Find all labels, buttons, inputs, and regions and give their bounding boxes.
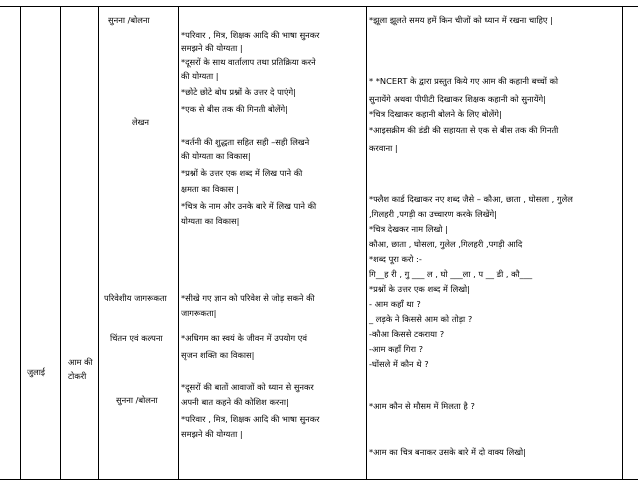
- activity-line: -आम कहाँ गिरा ?: [369, 344, 424, 354]
- table-border-bottom: [0, 479, 638, 480]
- activity-line: *फ्लैश कार्ड दिखाकर नए शब्द जैसे – कौआ, छाता , घोसला , गुलेल: [369, 194, 573, 204]
- outcome-line: *प्रश्नों के उत्तर एक शब्द में लिख पाने की: [181, 168, 303, 178]
- activity-line: गि__ह री , गु ___ ल , घो ___ला , प __ डी , कौ___: [369, 269, 533, 279]
- skill-label: सुनना /बोलना: [108, 15, 150, 25]
- outcome-line: *चित्र के नाम और उनके बारे में लिख पाने की: [181, 201, 317, 211]
- outcome-line: समझने की योग्यता |: [181, 43, 243, 53]
- column-divider: [60, 6, 61, 480]
- outcome-line: *परिवार , मित्र, शिक्षक आदि की भाषा सुनकर: [181, 414, 320, 424]
- skill-label: सुनना /बोलना: [116, 395, 158, 405]
- activity-line: - आम कहाँ था ?: [369, 299, 421, 309]
- lesson-name-line: आम की: [68, 357, 93, 367]
- skill-label: चिंतन एवं कल्पना: [110, 333, 163, 343]
- outcome-line: समझने की योग्यता |: [181, 429, 243, 439]
- lesson-name-line: टोकरी: [68, 371, 87, 381]
- outcome-line: क्षमता का विकास |: [181, 184, 239, 194]
- activity-line: करवाना |: [369, 143, 398, 153]
- table-border-left: [20, 6, 21, 480]
- activity-line: *झूला झूलते समय हमें किन चीजों को ध्यान में रखना चाहिए |: [369, 15, 553, 25]
- activity-line: ,गिलहरी ,पगड़ी का उच्चारण करके लिखेंगे|: [369, 209, 497, 219]
- activity-line: कौआ, छाता , घोसला, गुलेल ,गिलहरी ,पगड़ी आदि: [369, 239, 523, 249]
- table-border-right: [622, 6, 623, 480]
- outcome-line: की योग्यता का विकास|: [181, 151, 251, 161]
- outcome-line: जागरूकता|: [181, 308, 217, 318]
- activity-line: *प्रश्नों के उत्तर एक शब्द में लिखो|: [369, 284, 470, 294]
- activity-line: सुनायेंगे अथवा पीपीटी दिखाकर शिक्षक कहानी को सुनायेंगे|: [369, 94, 546, 104]
- activity-line: *शब्द पूरा करो :-: [369, 254, 422, 264]
- column-divider: [178, 6, 179, 480]
- outcome-line: *एक से बीस तक की गिनती बोलेंगे|: [181, 104, 288, 114]
- column-divider: [98, 6, 99, 480]
- activity-line: *आम का चित्र बनाकर उसके बारे में दो वाक्य लिखो|: [369, 447, 526, 457]
- activity-line: *चित्र दिखाकर कहानी बोलने के लिए बोलेंगे|: [369, 109, 502, 119]
- outcome-line: सृजन शक्ति का विकास|: [181, 350, 255, 360]
- outcome-line: *दूसरों के साथ वार्तालाप तथा प्रतिक्रिया करने: [181, 57, 316, 67]
- table-border-top: [0, 6, 638, 7]
- activity-line: *आम कौन से मौसम में मिलता है ?: [369, 401, 475, 411]
- outcome-line: *सीखे गए ज्ञान को परिवेश से जोड़ सकने की: [181, 293, 315, 303]
- outcome-line: *अधिगम का स्वयं के जीवन में उपयोग एवं: [181, 333, 307, 343]
- month-label: जुलाई: [27, 367, 46, 377]
- skill-label: लेखन: [132, 117, 150, 127]
- activity-line: * *NCERT के द्वारा प्रस्तुत किये गए आम की कहानी बच्चों को: [369, 76, 559, 86]
- activity-line: -घोंसले में कौन थे ?: [369, 359, 429, 369]
- outcome-line: *दूसरों की बातों आवाजों को ध्यान से सुनकर: [181, 382, 314, 392]
- column-divider: [366, 6, 367, 480]
- activity-line: *आइसक्रीम की डंडी की सहायता से एक से बीस तक की गिनती: [369, 125, 559, 135]
- outcome-line: *वर्तनी की शुद्धता सहित सही –सही लिखने: [181, 137, 310, 147]
- outcome-line: *परिवार , मित्र, शिक्षक आदि की भाषा सुनकर: [181, 30, 320, 40]
- activity-line: _ लड़के ने किससे आम को तोड़ा ?: [369, 314, 473, 324]
- skill-label: परिवेशीय जागरूकता: [104, 293, 167, 303]
- outcome-line: *छोटे छोटे बोध प्रश्नों के उत्तर दे पाएंगे|: [181, 87, 296, 97]
- outcome-line: की योग्यता |: [181, 71, 219, 81]
- outcome-line: योग्यता का विकास|: [181, 216, 240, 226]
- outcome-line: अपनी बात कहने की कोशिश करना|: [181, 397, 289, 407]
- activity-line: *चित्र देखकर नाम लिखो |: [369, 224, 448, 234]
- activity-line: -कौआ किससे टकराया ?: [369, 329, 445, 339]
